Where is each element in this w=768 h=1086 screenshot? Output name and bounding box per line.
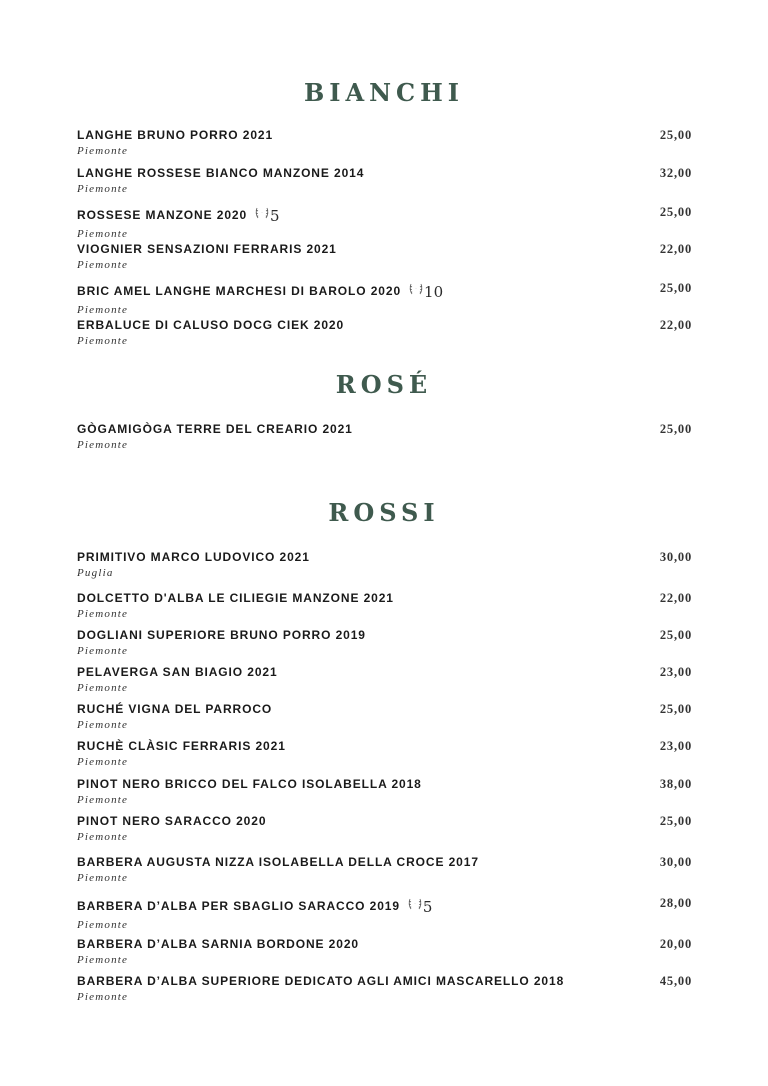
wine-region: Piemonte: [77, 756, 129, 768]
wine-name-text: RUCHÈ CLÀSIC FERRARIS 2021: [77, 739, 286, 753]
wine-item: [77, 739, 692, 769]
wine-name-text: BARBERA D’ALBA SARNIA BORDONE 2020: [77, 937, 359, 951]
wine-name-text: VIOGNIER SENSAZIONI FERRARIS 2021: [77, 242, 337, 256]
wine-name-text: BRIC AMEL LANGHE MARCHESI DI BAROLO 2020: [77, 284, 402, 298]
wine-region: Piemonte: [77, 228, 129, 240]
wine-price: 30,00: [659, 855, 692, 869]
wine-name: [77, 281, 692, 301]
wine-item: [77, 205, 692, 241]
wine-region: Piemonte: [77, 872, 129, 884]
wine-name: [77, 422, 692, 436]
wine-price: 25,00: [659, 814, 692, 828]
wine-region: Piemonte: [77, 304, 129, 316]
wine-item: [77, 702, 692, 732]
svg-text:·: ·: [261, 210, 263, 215]
wine-name: [77, 665, 692, 679]
svg-text:·: ·: [414, 901, 416, 906]
wine-region: Piemonte: [77, 335, 129, 347]
wine-name: [77, 739, 692, 753]
wine-name: [77, 814, 692, 828]
wine-name: [77, 896, 692, 916]
wine-price: 22,00: [659, 242, 692, 256]
section-title-rossi: ROSSI: [328, 498, 440, 527]
wine-region: Piemonte: [77, 794, 129, 806]
wine-name-text: DOGLIANI SUPERIORE BRUNO PORRO 2019: [77, 628, 366, 642]
wine-item: [77, 937, 692, 967]
wine-region: Piemonte: [77, 608, 129, 620]
wine-name-text: BARBERA AUGUSTA NIZZA ISOLABELLA DELLA CROCE 2017: [77, 855, 479, 869]
award-badge: [408, 281, 443, 301]
award-badge: [254, 205, 280, 225]
wine-name-text: ROSSESE MANZONE 2020: [77, 208, 248, 222]
laurel-icon: [407, 896, 423, 916]
wine-name-text: ERBALUCE DI CALUSO DOCG CIEK 2020: [77, 318, 345, 332]
wine-region: Puglia: [77, 567, 114, 579]
wine-item: [77, 591, 692, 621]
wine-name: [77, 628, 692, 642]
wine-name: [77, 166, 692, 180]
wine-price: 23,00: [659, 665, 692, 679]
section-title-bianchi: BIANCHI: [303, 78, 465, 107]
wine-name: [77, 937, 692, 951]
wine-price: 20,00: [659, 937, 692, 951]
wine-item: [77, 166, 692, 196]
wine-price: 25,00: [659, 205, 692, 219]
svg-text:·: ·: [415, 286, 417, 291]
wine-price: 22,00: [659, 318, 692, 332]
wine-region: Piemonte: [77, 183, 129, 195]
wine-item: [77, 128, 692, 158]
wine-name-text: LANGHE BRUNO PORRO 2021: [77, 128, 274, 142]
wine-region: Piemonte: [77, 145, 129, 157]
wine-name-text: PINOT NERO SARACCO 2020: [77, 814, 267, 828]
wine-item: [77, 974, 692, 1004]
section-title-rose: ROSÉ: [335, 370, 433, 399]
wine-region: Piemonte: [77, 831, 129, 843]
wine-price: 30,00: [659, 550, 692, 564]
wine-region: Piemonte: [77, 919, 129, 931]
wine-name-text: PINOT NERO BRICCO DEL FALCO ISOLABELLA 2018: [77, 777, 422, 791]
wine-region: Piemonte: [77, 645, 129, 657]
wine-price: 25,00: [659, 281, 692, 295]
wine-name: [77, 205, 692, 225]
wine-name-text: PELAVERGA SAN BIAGIO 2021: [77, 665, 278, 679]
award-badge: [407, 896, 433, 916]
wine-region: Piemonte: [77, 719, 129, 731]
wine-name-text: DOLCETTO D'ALBA LE CILIEGIE MANZONE 2021: [77, 591, 394, 605]
wine-price: 32,00: [659, 166, 692, 180]
wine-region: Piemonte: [77, 682, 129, 694]
wine-name: [77, 318, 692, 332]
wine-name-text: LANGHE ROSSESE BIANCO MANZONE 2014: [77, 166, 365, 180]
wine-name: [77, 591, 692, 605]
wine-name-text: PRIMITIVO MARCO LUDOVICO 2021: [77, 550, 310, 564]
wine-name: [77, 974, 692, 988]
wine-region: Piemonte: [77, 991, 129, 1003]
wine-price: 25,00: [659, 628, 692, 642]
wine-item: [77, 896, 692, 932]
wine-name: [77, 855, 692, 869]
wine-region: Piemonte: [77, 439, 129, 451]
wine-item: [77, 777, 692, 807]
wine-name-text: BARBERA D’ALBA SUPERIORE DEDICATO AGLI AMICI MASCARELLO 2018: [77, 974, 565, 988]
wine-price: 25,00: [659, 702, 692, 716]
wine-item: [77, 318, 692, 348]
wine-name: [77, 550, 692, 564]
wine-item: [77, 665, 692, 695]
wine-name-text: RUCHÉ VIGNA DEL PARROCO: [77, 702, 273, 716]
wine-item: [77, 814, 692, 844]
wine-name: [77, 242, 692, 256]
wine-name: [77, 777, 692, 791]
wine-price: 23,00: [659, 739, 692, 753]
wine-item: [77, 855, 692, 885]
award-score: 5: [270, 207, 280, 225]
wine-name-text: BARBERA D’ALBA PER SBAGLIO SARACCO 2019: [77, 899, 400, 913]
wine-item: [77, 628, 692, 658]
wine-region: Piemonte: [77, 259, 129, 271]
wine-price: 38,00: [659, 777, 692, 791]
wine-name: [77, 702, 692, 716]
award-score: 10: [424, 283, 444, 301]
award-score: 5: [422, 898, 433, 916]
wine-price: 25,00: [659, 422, 692, 436]
wine-price: 28,00: [659, 896, 692, 910]
wine-name: [77, 128, 692, 142]
wine-item: [77, 242, 692, 272]
wine-price: 25,00: [659, 128, 692, 142]
wine-item: [77, 281, 692, 317]
wine-item: [77, 422, 692, 452]
laurel-icon: [408, 281, 424, 301]
laurel-icon: [254, 205, 270, 225]
wine-item: [77, 550, 692, 580]
wine-price: 22,00: [659, 591, 692, 605]
wine-name-text: GÒGAMIGÒGA TERRE DEL CREARIO 2021: [77, 422, 353, 436]
wine-price: 45,00: [659, 974, 692, 988]
wine-region: Piemonte: [77, 954, 129, 966]
